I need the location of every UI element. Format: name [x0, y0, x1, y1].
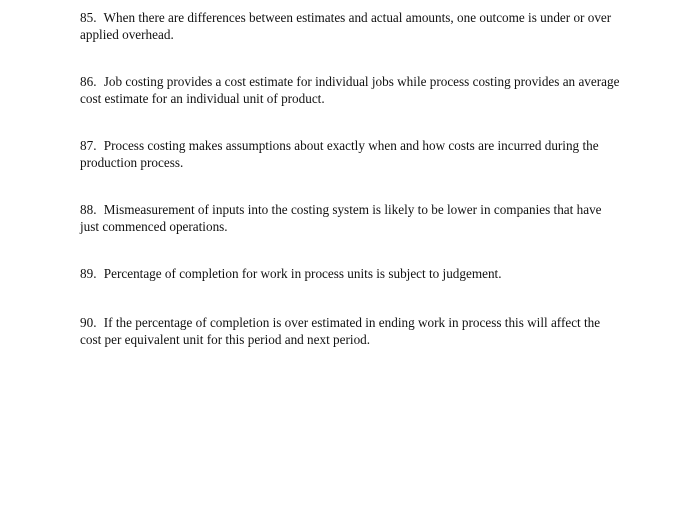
statement-text: Mismeasurement of inputs into the costing system is likely to be lower in companies that have just commenced operations.	[80, 202, 602, 234]
statement-85	[80, 10, 620, 43]
statement-number: 88.	[80, 202, 97, 217]
statement-90	[80, 315, 620, 348]
statement-number: 85.	[80, 10, 97, 25]
statement-text: Job costing provides a cost estimate for individual jobs while process costing provides an average cost estimate for an individual unit of product.	[80, 74, 620, 106]
statement-text: When there are differences between estimates and actual amounts, one outcome is under or over applied overhead.	[80, 10, 612, 42]
statement-number: 86.	[80, 74, 97, 89]
statement-text: If the percentage of completion is over estimated in ending work in process this will affect the cost per equivalent unit for this period and next period.	[80, 315, 601, 347]
statement-88	[80, 202, 620, 235]
statement-text: Percentage of completion for work in process units is subject to judgement.	[103, 266, 502, 281]
statement-86	[80, 74, 620, 107]
statement-number: 90.	[80, 315, 97, 330]
statement-number: 89.	[80, 266, 97, 281]
statement-text: Process costing makes assumptions about exactly when and how costs are incurred during the production process.	[80, 138, 599, 170]
statement-89	[80, 266, 620, 283]
statement-number: 87.	[80, 138, 97, 153]
statement-87	[80, 138, 620, 171]
